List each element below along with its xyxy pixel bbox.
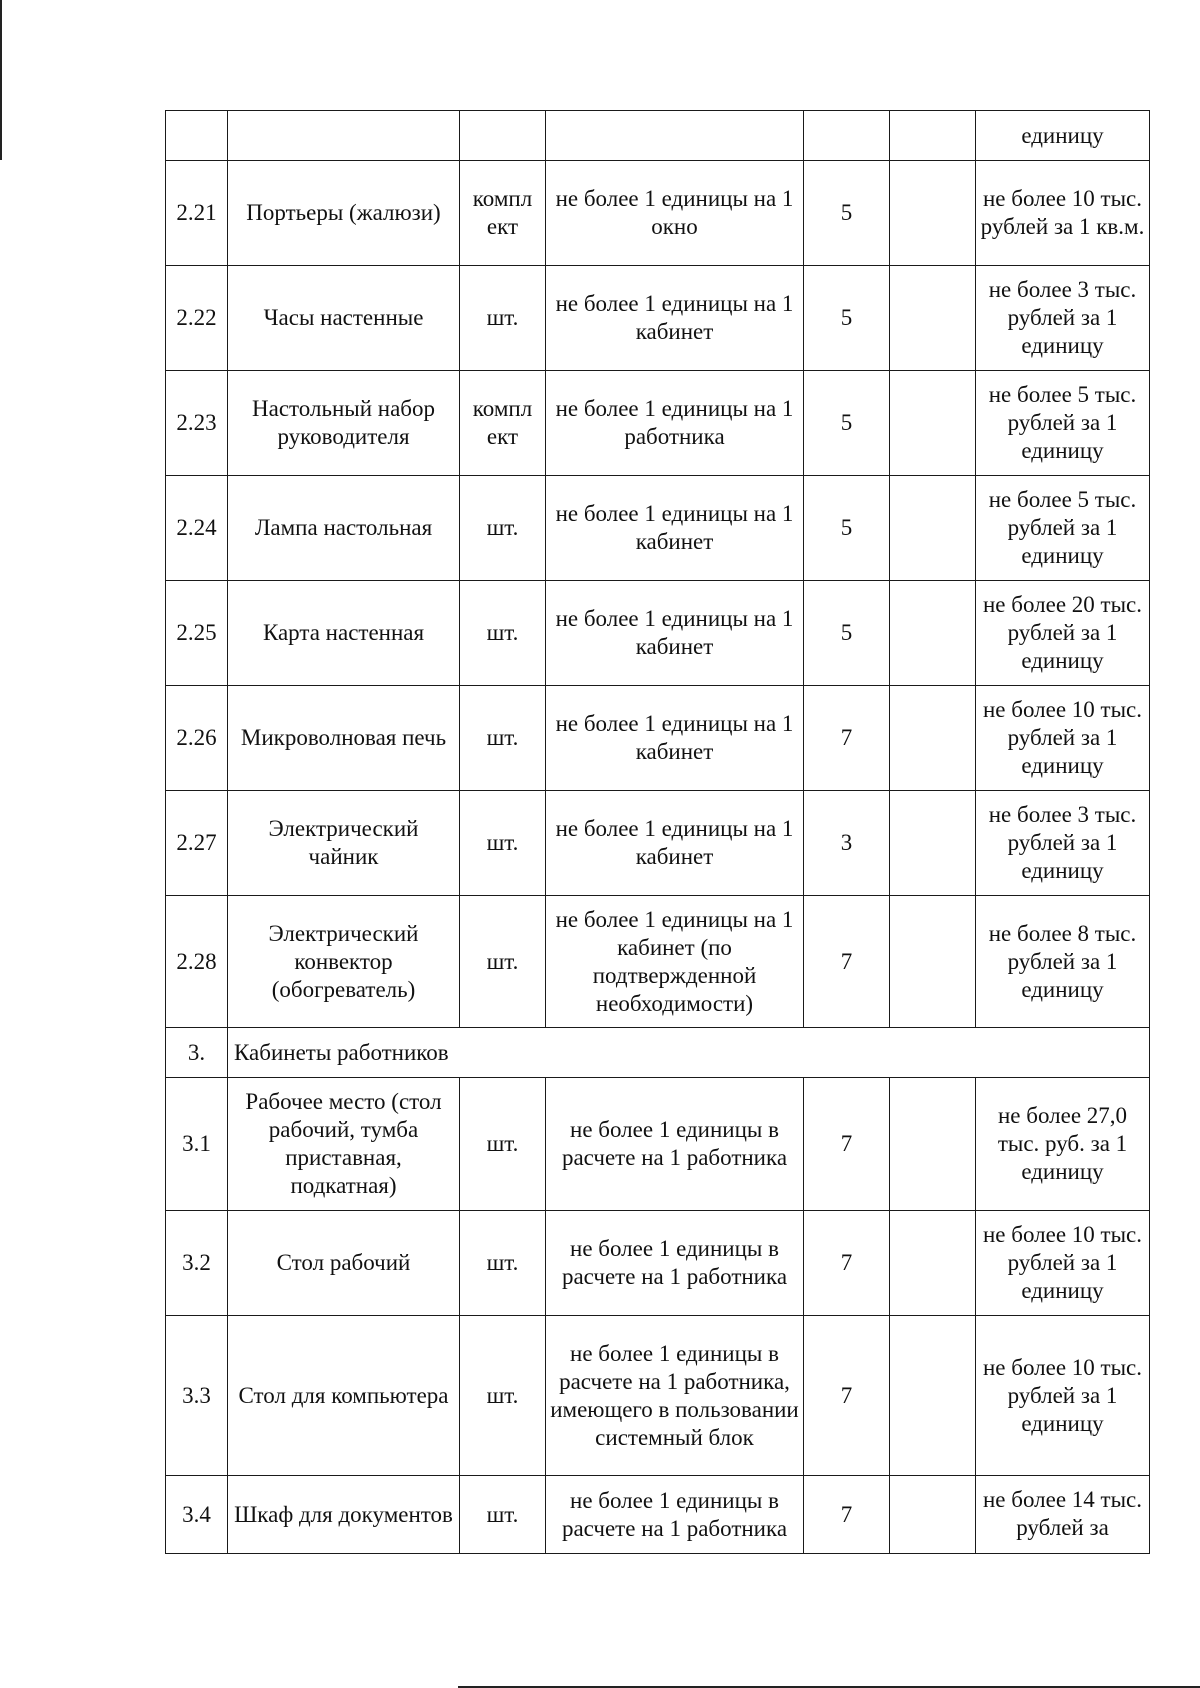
cell-name: Электрический чайник xyxy=(228,791,460,896)
cell-num xyxy=(166,111,228,161)
cell-num: 3.2 xyxy=(166,1211,228,1316)
cell-price: не более 3 тыс. рублей за 1 единицу xyxy=(976,266,1150,371)
cell-price: не более 5 тыс. рублей за 1 единицу xyxy=(976,371,1150,476)
cell-extra xyxy=(890,266,976,371)
cell-norm: не более 1 единицы в расчете на 1 работника xyxy=(546,1078,804,1211)
cell-years xyxy=(804,111,890,161)
cell-unit xyxy=(460,111,546,161)
table-row xyxy=(166,266,1150,371)
cell-years: 5 xyxy=(804,581,890,686)
cell-norm: не более 1 единицы в расчете на 1 работника xyxy=(546,1211,804,1316)
table-row xyxy=(166,791,1150,896)
cell-num: 3.4 xyxy=(166,1476,228,1554)
cell-num: 2.23 xyxy=(166,371,228,476)
cell-norm: не более 1 единицы на 1 кабинет xyxy=(546,476,804,581)
cell-num: 2.22 xyxy=(166,266,228,371)
cell-extra xyxy=(890,1316,976,1476)
cell-name xyxy=(228,111,460,161)
cell-extra xyxy=(890,581,976,686)
table-row xyxy=(166,686,1150,791)
cell-norm: не более 1 единицы на 1 кабинет xyxy=(546,581,804,686)
cell-price: не более 3 тыс. рублей за 1 единицу xyxy=(976,791,1150,896)
cell-name: Портьеры (жалюзи) xyxy=(228,161,460,266)
cell-unit: шт. xyxy=(460,1078,546,1211)
cell-name: Рабочее место (стол рабочий, тумба приставная, подкатная) xyxy=(228,1078,460,1211)
cell-num: 3.3 xyxy=(166,1316,228,1476)
cell-name: Стол для компьютера xyxy=(228,1316,460,1476)
cell-extra xyxy=(890,686,976,791)
cell-years: 5 xyxy=(804,266,890,371)
cell-years: 7 xyxy=(804,1211,890,1316)
equipment-norms-table xyxy=(165,110,1150,1554)
cell-name: Настольный набор руководителя xyxy=(228,371,460,476)
cell-norm: не более 1 единицы на 1 кабинет xyxy=(546,791,804,896)
cell-norm: не более 1 единицы на 1 работника xyxy=(546,371,804,476)
section-row xyxy=(166,1028,1150,1078)
cell-unit: шт. xyxy=(460,266,546,371)
cell-num: 2.26 xyxy=(166,686,228,791)
cell-price: не более 10 тыс. рублей за 1 единицу xyxy=(976,686,1150,791)
cell-unit: шт. xyxy=(460,581,546,686)
cell-extra xyxy=(890,1078,976,1211)
cell-norm: не более 1 единицы на 1 окно xyxy=(546,161,804,266)
cell-norm: не более 1 единицы на 1 кабинет xyxy=(546,686,804,791)
cell-unit: шт. xyxy=(460,791,546,896)
table-row xyxy=(166,476,1150,581)
cell-price: не более 10 тыс. рублей за 1 единицу xyxy=(976,1316,1150,1476)
cell-name: Часы настенные xyxy=(228,266,460,371)
cell-extra xyxy=(890,1476,976,1554)
cell-name: Стол рабочий xyxy=(228,1211,460,1316)
cell-unit: компл ект xyxy=(460,161,546,266)
cell-price: не более 8 тыс. рублей за 1 единицу xyxy=(976,896,1150,1028)
cell-price: не более 14 тыс. рублей за xyxy=(976,1476,1150,1554)
cell-norm: не более 1 единицы на 1 кабинет xyxy=(546,266,804,371)
cell-extra xyxy=(890,1211,976,1316)
cell-years: 7 xyxy=(804,686,890,791)
cell-extra xyxy=(890,896,976,1028)
cell-price: не более 20 тыс. рублей за 1 единицу xyxy=(976,581,1150,686)
cell-unit: шт. xyxy=(460,686,546,791)
section-number: 3. xyxy=(166,1028,228,1078)
table-row xyxy=(166,161,1150,266)
cell-years: 5 xyxy=(804,476,890,581)
cell-norm xyxy=(546,111,804,161)
cell-num: 2.25 xyxy=(166,581,228,686)
cell-unit: шт. xyxy=(460,1211,546,1316)
cell-num: 2.24 xyxy=(166,476,228,581)
cell-name: Микроволновая печь xyxy=(228,686,460,791)
cell-name: Карта настенная xyxy=(228,581,460,686)
cell-price: не более 10 тыс. рублей за 1 кв.м. xyxy=(976,161,1150,266)
cell-extra xyxy=(890,791,976,896)
cell-extra xyxy=(890,476,976,581)
cell-years: 5 xyxy=(804,161,890,266)
cell-years: 7 xyxy=(804,1476,890,1554)
cell-unit: компл ект xyxy=(460,371,546,476)
table-row xyxy=(166,896,1150,1028)
cell-name: Лампа настольная xyxy=(228,476,460,581)
cell-years: 7 xyxy=(804,896,890,1028)
cell-unit: шт. xyxy=(460,476,546,581)
table-row xyxy=(166,1316,1150,1476)
cell-years: 3 xyxy=(804,791,890,896)
table-row xyxy=(166,1078,1150,1211)
cell-price: не более 10 тыс. рублей за 1 единицу xyxy=(976,1211,1150,1316)
cell-price: единицу xyxy=(976,111,1150,161)
cell-extra xyxy=(890,161,976,266)
cell-name: Электрический конвектор (обогреватель) xyxy=(228,896,460,1028)
cell-extra xyxy=(890,371,976,476)
cell-years: 7 xyxy=(804,1078,890,1211)
cell-years: 7 xyxy=(804,1316,890,1476)
cell-num: 3.1 xyxy=(166,1078,228,1211)
table-row-continued xyxy=(166,111,1150,161)
cell-unit: шт. xyxy=(460,1316,546,1476)
cell-name: Шкаф для документов xyxy=(228,1476,460,1554)
table-row xyxy=(166,581,1150,686)
cell-norm: не более 1 единицы в расчете на 1 работника xyxy=(546,1476,804,1554)
cell-unit: шт. xyxy=(460,1476,546,1554)
section-title: Кабинеты работников xyxy=(228,1028,1150,1078)
cell-price: не более 5 тыс. рублей за 1 единицу xyxy=(976,476,1150,581)
table-row xyxy=(166,1476,1150,1554)
cell-price: не более 27,0 тыс. руб. за 1 единицу xyxy=(976,1078,1150,1211)
scan-edge-mark-left xyxy=(0,0,2,160)
cell-years: 5 xyxy=(804,371,890,476)
cell-extra xyxy=(890,111,976,161)
cell-num: 2.28 xyxy=(166,896,228,1028)
cell-num: 2.21 xyxy=(166,161,228,266)
cell-norm: не более 1 единицы в расчете на 1 работника, имеющего в пользовании системный блок xyxy=(546,1316,804,1476)
cell-num: 2.27 xyxy=(166,791,228,896)
table-row xyxy=(166,1211,1150,1316)
table-row xyxy=(166,371,1150,476)
cell-norm: не более 1 единицы на 1 кабинет (по подтвержденной необходимости) xyxy=(546,896,804,1028)
cell-unit: шт. xyxy=(460,896,546,1028)
